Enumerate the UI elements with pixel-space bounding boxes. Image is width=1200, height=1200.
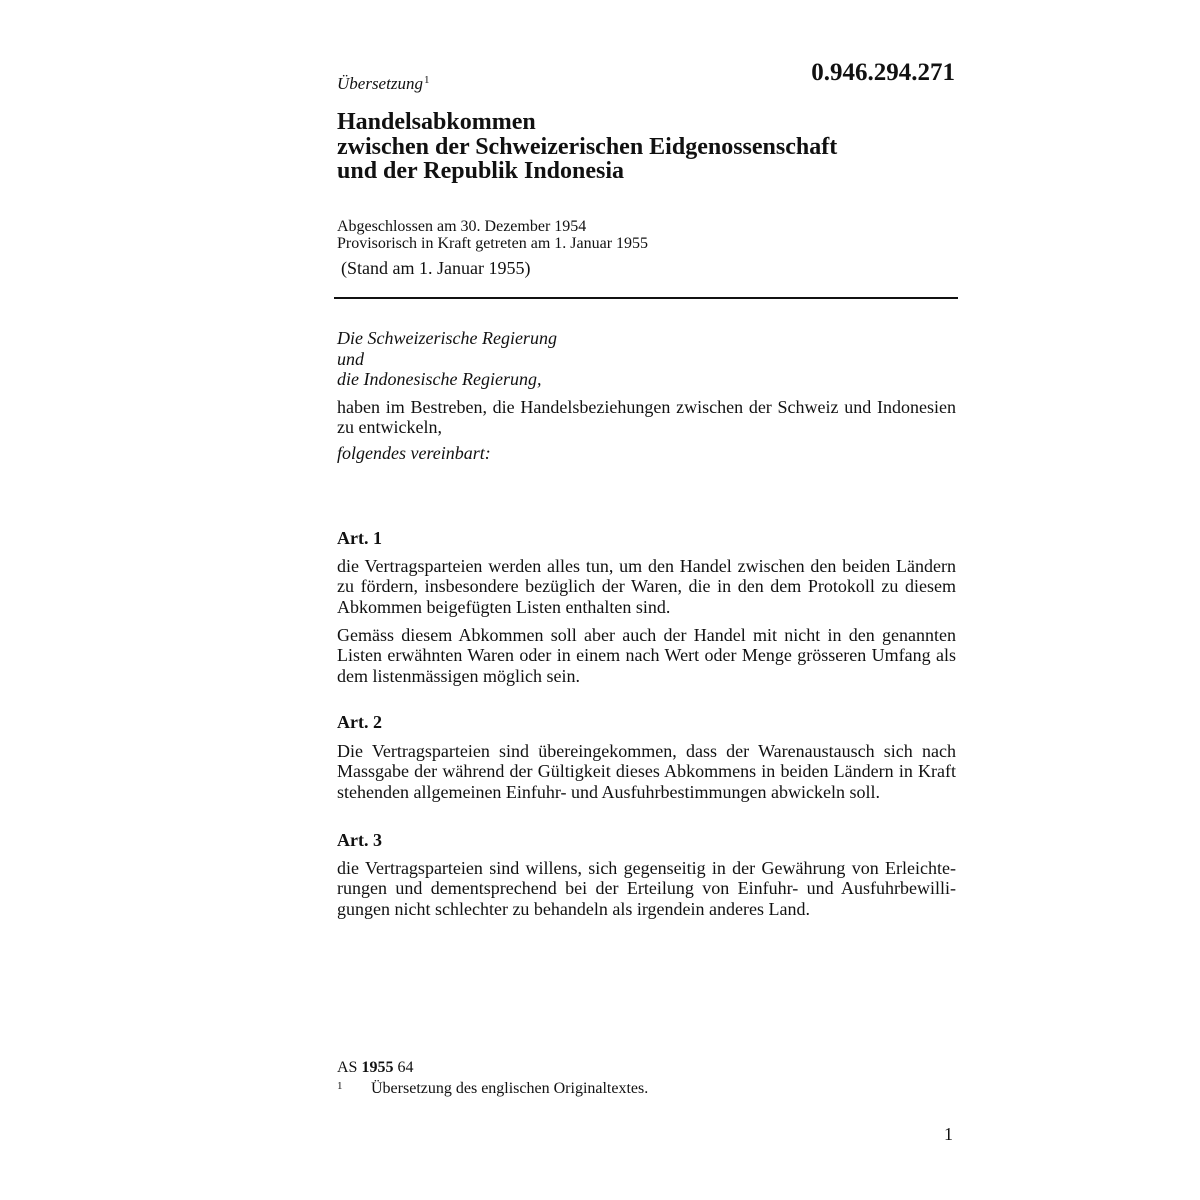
- as-prefix: AS: [337, 1059, 358, 1076]
- text-line: die Vertragsparteien werden alles tun, um den Handel zwischen den beiden Ländern: [337, 556, 956, 576]
- preamble-parties: [337, 328, 956, 390]
- document-number: 0.946.294.271: [811, 59, 955, 86]
- article-paragraph: [337, 625, 956, 686]
- header-divider: [334, 297, 958, 299]
- page-number: 1: [944, 1124, 953, 1144]
- party-line: Die Schweizerische Regierung: [337, 328, 557, 348]
- text-line: Die Vertragsparteien sind übereingekommen, dass der Warenaustausch sich nach: [337, 741, 956, 761]
- preamble-intent: [337, 397, 956, 437]
- text-line: stehenden allgemeinen Einfuhr- und Ausfuhrbestimmungen abwickeln soll.: [337, 781, 881, 802]
- text-line: haben im Bestreben, die Handelsbeziehungen zwischen der Schweiz und Indonesien: [337, 397, 956, 417]
- text-line: Listen erwähnten Waren oder in einem nach Wert oder Menge grösseren Umfang als: [337, 645, 956, 666]
- translation-label-text: Übersetzung: [337, 74, 423, 93]
- title-line: Handelsabkommen: [337, 109, 536, 135]
- text-line: Massgabe der während der Gültigkeit dieses Abkommens in beiden Ländern in Kraft: [337, 761, 956, 782]
- as-page: 64: [397, 1059, 414, 1076]
- translation-label: [337, 74, 429, 94]
- footnote-number: 1: [337, 1080, 343, 1092]
- article-paragraph: [337, 858, 956, 919]
- provisional-entry-date: Provisorisch in Kraft getreten am 1. Januar 1955: [337, 234, 649, 252]
- document-dates: [337, 219, 648, 252]
- page-title: [337, 110, 837, 184]
- footnote-reference: 1: [423, 74, 430, 86]
- as-year: 1955: [361, 1059, 394, 1076]
- party-line: und: [337, 348, 364, 369]
- text-line: dem listenmässigen möglich sein.: [337, 665, 580, 686]
- preamble-agreement: folgendes vereinbart:: [337, 443, 491, 463]
- title-line: zwischen der Schweizerischen Eidgenossenschaft: [337, 133, 838, 160]
- party-line: die Indonesische Regierung,: [337, 369, 542, 389]
- article-heading: Art. 1: [337, 528, 382, 548]
- status-date: (Stand am 1. Januar 1955): [341, 258, 531, 278]
- text-line: Abkommen beigefügten Listen enthalten sind.: [337, 596, 671, 617]
- article-heading: Art. 3: [337, 830, 382, 850]
- text-line: Gemäss diesem Abkommen soll aber auch der Handel mit nicht in den genannten: [337, 625, 956, 645]
- official-collection-reference: [337, 1058, 413, 1078]
- article-heading: Art. 2: [337, 712, 382, 732]
- footnote-text: Übersetzung des englischen Originaltextes.: [371, 1080, 649, 1097]
- text-line: rungen und dementsprechend bei der Erteilung von Einfuhr- und Ausfuhrbewilli-: [337, 878, 956, 899]
- text-line: gungen nicht schlechter zu behandeln als irgendein anderes Land.: [337, 898, 810, 919]
- text-line: die Vertragsparteien sind willens, sich gegenseitig in der Gewährung von Erleichte-: [337, 858, 956, 878]
- concluded-date: Abgeschlossen am 30. Dezember 1954: [337, 218, 587, 235]
- article-paragraph: [337, 741, 956, 802]
- article-paragraph: [337, 556, 956, 617]
- text-line: zu entwickeln,: [337, 417, 442, 437]
- text-line: zu fördern, insbesondere bezüglich der Waren, die in den dem Protokoll zu diesem: [337, 576, 956, 597]
- title-line: und der Republik Indonesia: [337, 158, 625, 184]
